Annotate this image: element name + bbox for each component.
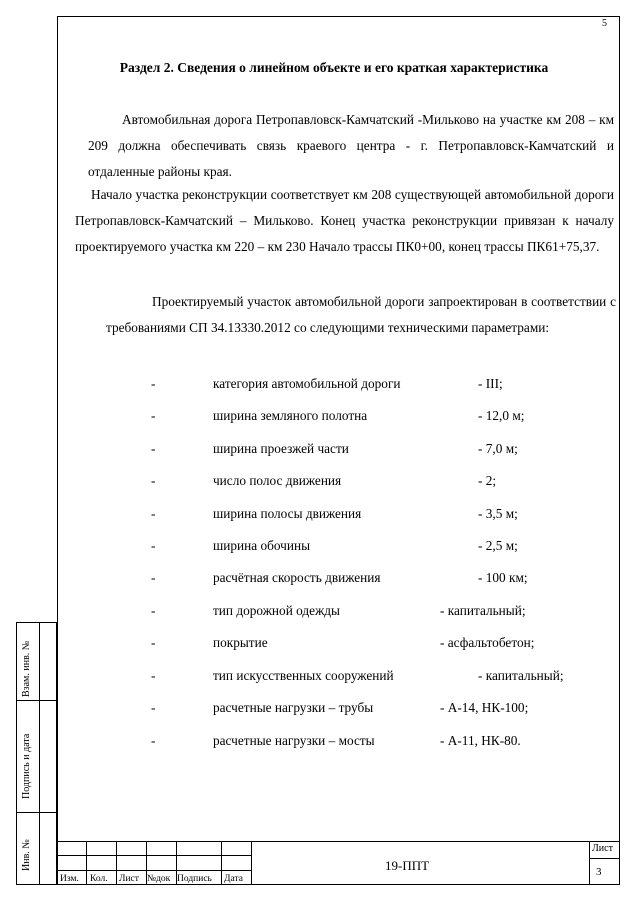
page-number: 5	[602, 18, 607, 29]
spec-value: - капитальный;	[440, 603, 526, 618]
spec-dash: -	[151, 700, 156, 715]
paragraph-2: Начало участка реконструкции соответствует км 208 существующей автомобильной дороги Петропавловск-Камчатский – Мильково. Конец участка реконструкции привязан к началу проектируемого участка км 220 – км 230 Начало трассы ПК0+00, конец трассы ПК61+75,37.	[75, 187, 614, 254]
caption-ndok: №док	[147, 874, 171, 884]
title-block-col-line	[251, 841, 252, 885]
document-code: 19-ППТ	[385, 858, 430, 873]
spec-value: - асфальтобетон;	[440, 635, 535, 650]
spec-name: ширина проезжей части	[213, 441, 349, 456]
spec-dash: -	[151, 635, 156, 650]
spec-dash: -	[151, 408, 156, 423]
spec-dash: -	[151, 506, 156, 521]
spec-value: - капитальный;	[478, 668, 564, 683]
spec-dash: -	[151, 733, 156, 748]
spec-value: - 12,0 м;	[478, 408, 525, 423]
side-stamp	[16, 622, 57, 885]
spec-value: - 7,0 м;	[478, 441, 518, 456]
caption-data: Дата	[224, 874, 243, 884]
title-block-row-line	[589, 858, 620, 859]
spec-name: ширина обочины	[213, 538, 311, 553]
title-block-col-line	[589, 841, 590, 885]
spec-value: - 2,5 м;	[478, 538, 518, 553]
caption-podpis: Подпись	[177, 874, 212, 884]
section-title: Раздел 2. Сведения о линейном объекте и его краткая характеристика	[119, 60, 549, 75]
spec-name: покрытие	[213, 635, 268, 650]
spec-name: ширина полосы движения	[213, 506, 362, 521]
spec-value: - 100 км;	[478, 570, 528, 585]
side-stamp-podpis: Подпись и дата	[21, 733, 32, 799]
spec-name: расчетные нагрузки – мосты	[213, 733, 375, 748]
side-stamp-vzam: Взам. инв. №	[21, 640, 32, 697]
spec-name: ширина земляного полотна	[213, 408, 368, 423]
spec-dash: -	[151, 603, 156, 618]
spec-name: число полос движения	[213, 473, 342, 488]
caption-list: Лист	[119, 874, 139, 884]
caption-izm: Изм.	[60, 874, 79, 884]
spec-value: - III;	[478, 376, 503, 391]
spec-value: - 3,5 м;	[478, 506, 518, 521]
title-block-border	[57, 841, 620, 842]
paragraph-3: Проектируемый участок автомобильной дороги запроектирован в соответствии с требованиями СП 34.13330.2012 со следующими техническими параметрами:	[106, 294, 616, 335]
title-block-col-line	[86, 841, 87, 885]
spec-dash: -	[151, 441, 156, 456]
spec-dash: -	[151, 570, 156, 585]
spec-value: - А-14, НК-100;	[440, 700, 529, 715]
side-stamp-inv: Инв. №	[21, 839, 32, 871]
title-block	[57, 841, 620, 885]
caption-kol: Кол.	[90, 874, 108, 884]
spec-value: - 2;	[478, 473, 497, 488]
spec-dash: -	[151, 538, 156, 553]
spec-name: тип дорожной одежды	[213, 603, 340, 618]
spec-dash: -	[151, 376, 156, 391]
spec-dash: -	[151, 668, 156, 683]
title-block-col-line	[221, 841, 222, 885]
sheet-number: 3	[596, 866, 602, 878]
spec-name: расчётная скорость движения	[213, 570, 381, 585]
spec-dash: -	[151, 473, 156, 488]
spec-name: тип искусственных сооружений	[213, 668, 394, 683]
paragraph-1: Автомобильная дорога Петропавловск-Камчатский -Мильково на участке км 208 – км 209 должна обеспечивать связь краевого центра - г. Петропавловск-Камчатский и отдаленные районы края.	[88, 112, 614, 179]
spec-value: - А-11, НК-80.	[440, 733, 521, 748]
spec-name: расчетные нагрузки – трубы	[213, 700, 374, 715]
title-block-col-line	[116, 841, 117, 885]
sheet-label: Лист	[592, 843, 613, 854]
spec-name: категория автомобильной дороги	[213, 376, 401, 391]
